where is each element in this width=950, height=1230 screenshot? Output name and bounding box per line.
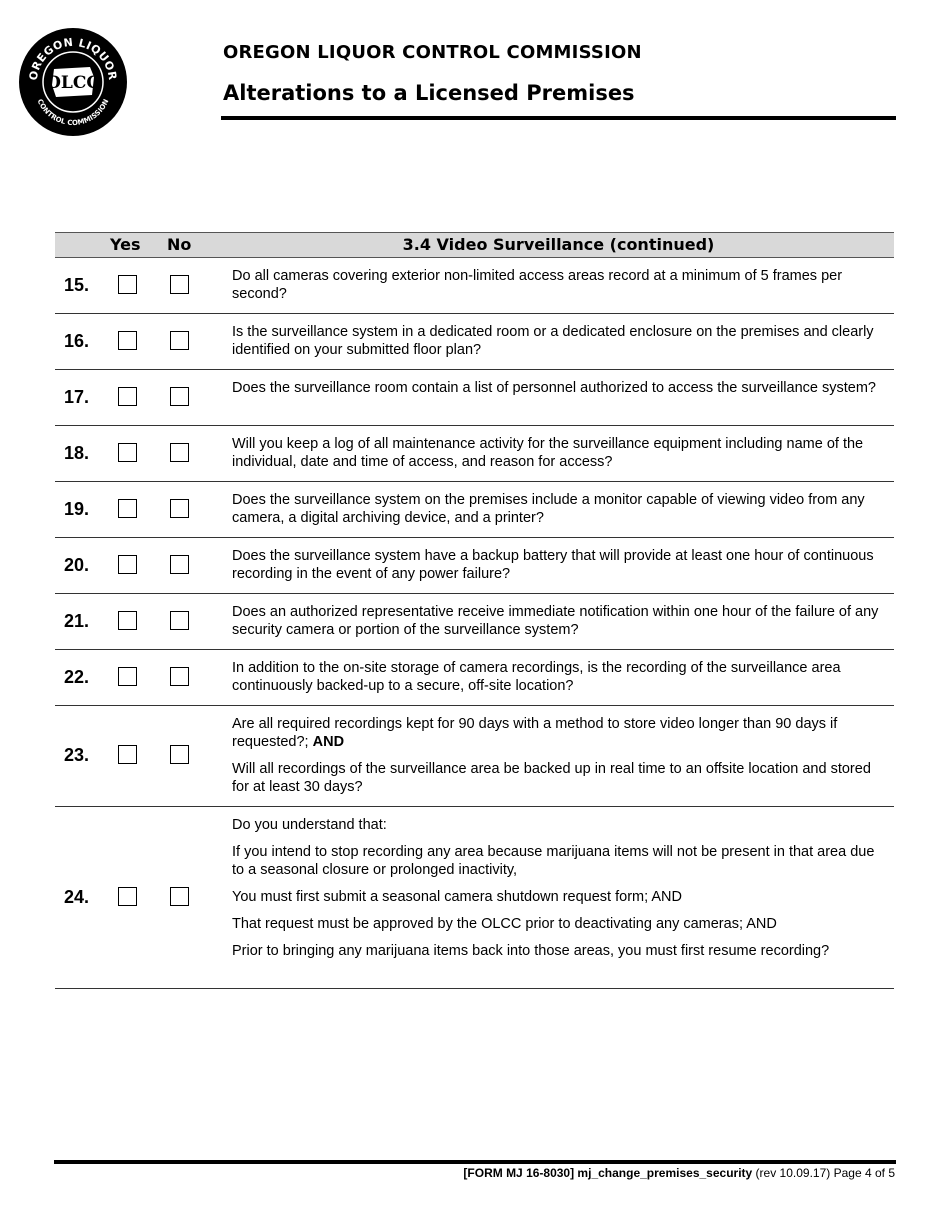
no-checkbox-17[interactable] [170,387,189,406]
question-text-18 [232,435,888,471]
question-text-15 [232,267,888,303]
question-text-19 [232,491,888,527]
no-checkbox-19[interactable] [170,499,189,518]
no-checkbox-23[interactable] [170,745,189,764]
question-number: 18. [64,443,90,463]
and-emphasis: AND [312,734,345,750]
question-text-20 [232,547,888,583]
question-paragraph: Prior to bringing any marijuana items back into those areas, you must first resume recording? [232,943,830,959]
no-column-header: No [167,235,192,254]
question-row-15 [55,258,894,314]
question-paragraph: If you intend to stop recording any area because marijuana items will not be present in that area due to a seasonal closure or prolonged inactivity, [232,844,875,878]
question-paragraph: In addition to the on-site storage of camera recordings, is the recording of the surveillance area continuously backed-up to a secure, off-site location? [232,660,841,694]
question-paragraph-text: Are all required recordings kept for 90 days with a method to store video longer than 90 days if requested?; [232,716,838,750]
form-title: Alterations to a Licensed Premises [223,81,635,105]
question-row-21 [55,594,894,650]
section-title: 3.4 Video Surveillance (continued) [402,235,715,254]
logo-center-text: OLCC [46,73,100,93]
question-paragraph: Does the surveillance room contain a list of personnel authorized to access the surveillance system? [232,380,876,396]
page-footer [463,1166,895,1180]
question-paragraph: Is the surveillance system in a dedicated room or a dedicated enclosure on the premises and clearly identified on your submitted floor plan? [232,324,874,358]
question-number: 16. [64,331,90,351]
question-number: 15. [64,275,90,295]
question-number: 23. [64,745,90,765]
question-text-23 [232,715,888,796]
no-checkbox-18[interactable] [170,443,189,462]
yes-checkbox-24[interactable] [118,887,137,906]
question-row-18 [55,426,894,482]
question-row-17 [55,370,894,426]
question-number: 20. [64,555,90,575]
question-text-17 [232,379,888,397]
question-number: 22. [64,667,90,687]
question-row-23 [55,706,894,807]
table-header [55,232,894,258]
no-checkbox-24[interactable] [170,887,189,906]
question-number: 24. [64,887,90,907]
yes-checkbox-20[interactable] [118,555,137,574]
logo-bottom-text: CONTROL COMMISSION [35,97,111,128]
question-paragraph: That request must be approved by the OLCC prior to deactivating any cameras; AND [232,916,777,932]
yes-checkbox-22[interactable] [118,667,137,686]
question-row-24 [55,807,894,989]
question-row-16 [55,314,894,370]
question-paragraph: Does the surveillance system have a backup battery that will provide at least one hour of continuous recording in the event of any power failure? [232,548,874,582]
no-checkbox-20[interactable] [170,555,189,574]
form-id: [FORM MJ 16-8030] mj_change_premises_security [463,1166,753,1180]
question-paragraph: Do all cameras covering exterior non-limited access areas record at a minimum of 5 frames per second? [232,268,843,302]
no-checkbox-15[interactable] [170,275,189,294]
olcc-logo [18,27,128,137]
question-number: 21. [64,611,90,631]
question-paragraph [232,715,888,751]
footer-rule [54,1160,896,1164]
question-paragraph: Does the surveillance system on the premises include a monitor capable of viewing video from any camera, a digital archiving device, and a printer? [232,492,865,526]
yes-checkbox-23[interactable] [118,745,137,764]
no-checkbox-21[interactable] [170,611,189,630]
question-paragraph: You must first submit a seasonal camera shutdown request form; AND [232,889,682,905]
question-text-21 [232,603,888,639]
yes-checkbox-15[interactable] [118,275,137,294]
question-text-16 [232,323,888,359]
yes-checkbox-16[interactable] [118,331,137,350]
revision: (rev 10.09.17) [755,1166,831,1180]
yes-checkbox-19[interactable] [118,499,137,518]
questions-table [55,232,894,989]
yes-checkbox-21[interactable] [118,611,137,630]
no-checkbox-22[interactable] [170,667,189,686]
question-number: 17. [64,387,90,407]
no-checkbox-16[interactable] [170,331,189,350]
logo-top-text: OREGON LIQUOR [26,35,120,82]
question-paragraph: Will you keep a log of all maintenance activity for the surveillance equipment including name of the individual, date and time of access, and reason for access? [232,436,864,470]
question-paragraph: Does an authorized representative receive immediate notification within one hour of the failure of any security camera or portion of the surveillance system? [232,604,879,638]
organization-name: OREGON LIQUOR CONTROL COMMISSION [223,42,642,63]
yes-checkbox-18[interactable] [118,443,137,462]
question-paragraph: Do you understand that: [232,817,387,833]
question-text-22 [232,659,888,695]
header-rule [221,116,896,120]
question-paragraph: Will all recordings of the surveillance area be backed up in real time to an offsite location and stored for at least 30 days? [232,761,871,795]
yes-column-header: Yes [110,235,141,254]
question-number: 19. [64,499,90,519]
question-row-20 [55,538,894,594]
page-number: Page 4 of 5 [833,1166,895,1180]
question-row-19 [55,482,894,538]
question-text-24 [232,816,888,960]
question-row-22 [55,650,894,706]
yes-checkbox-17[interactable] [118,387,137,406]
